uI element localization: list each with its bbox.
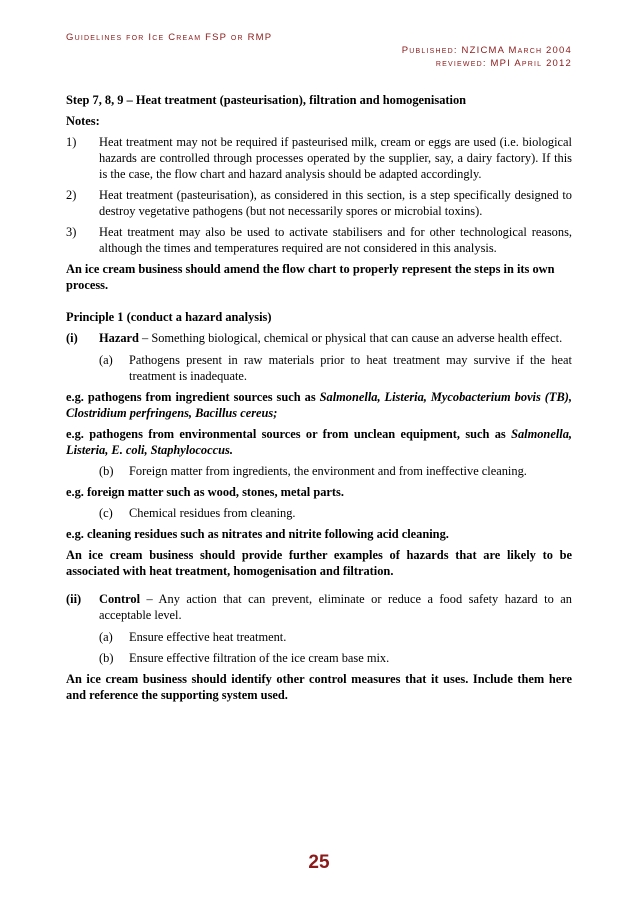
header-published: Published: NZICMA March 2004 <box>401 45 572 56</box>
header-reviewed: reviewed: MPI April 2012 <box>435 58 572 69</box>
example-prefix: e.g. pathogens from environmental sources or from unclean equipment, such as <box>66 427 512 441</box>
note-number: 1) <box>66 135 77 149</box>
control-section <box>66 591 572 623</box>
hazard-further-examples-note: An ice cream business should provide further examples of hazards that are likely to be associated with heat treatment, homogenisation and filtration. <box>66 548 572 578</box>
control-definition: – Any action that can prevent, eliminate or reduce a food safety hazard to an acceptable level. <box>99 592 572 622</box>
hazard-item-a <box>99 352 572 384</box>
amend-flowchart-note: An ice cream business should amend the flow chart to properly represent the steps in its own process. <box>66 262 555 292</box>
control-item-text: Ensure effective filtration of the ice cream base mix. <box>129 651 390 665</box>
hazard-item-number: (b) <box>99 464 114 478</box>
control-number: (ii) <box>66 592 82 606</box>
hazard-definition-text <box>99 330 572 346</box>
control-item-a <box>99 629 572 645</box>
step-heading: Step 7, 8, 9 – Heat treatment (pasteurisation), filtration and homogenisation <box>66 93 467 107</box>
hazard-item-number: (a) <box>99 353 113 367</box>
hazard-item-text: Chemical residues from cleaning. <box>129 506 296 520</box>
control-definition-text <box>99 591 572 623</box>
example-cleaning-residues: e.g. cleaning residues such as nitrates and nitrite following acid cleaning. <box>66 527 449 541</box>
hazard-section <box>66 330 572 346</box>
example-environmental-pathogens <box>66 426 572 458</box>
header-publication-info <box>402 44 572 70</box>
example-organisms: Salmonella, Listeria, E. coli, Staphylococcus. <box>66 427 572 457</box>
hazard-item-number: (c) <box>99 506 113 520</box>
note-item <box>66 224 572 256</box>
page-content <box>66 92 572 715</box>
note-text: Heat treatment may also be used to activate stabilisers and for other technological reasons, although the times and temperatures required are not considered in this analysis. <box>99 225 572 255</box>
example-organisms: Salmonella, Listeria, Mycobacterium bovis (TB), Clostridium perfringens, Bacillus cereus; <box>66 390 572 420</box>
note-item <box>66 187 572 219</box>
note-number: 2) <box>66 188 77 202</box>
note-number: 3) <box>66 225 77 239</box>
example-prefix: e.g. pathogens from ingredient sources such as <box>66 390 320 404</box>
control-item-b <box>99 650 572 666</box>
note-item <box>66 134 572 182</box>
hazard-item-text: Foreign matter from ingredients, the environment and from ineffective cleaning. <box>129 464 527 478</box>
control-item-number: (a) <box>99 630 113 644</box>
header-document-title: Guidelines for Ice Cream FSP or RMP <box>66 32 273 43</box>
note-text: Heat treatment may not be required if pasteurised milk, cream or eggs are used (i.e. biological hazards are controlled through processes operated by the supplier, say, a dairy factory). If this is the case, the flow chart and hazard analysis should be adapted accordingly. <box>99 135 572 181</box>
notes-label: Notes: <box>66 114 100 128</box>
control-term: Control <box>99 592 141 606</box>
hazard-item-c <box>99 505 572 521</box>
example-foreign-matter: e.g. foreign matter such as wood, stones, metal parts. <box>66 485 344 499</box>
control-item-number: (b) <box>99 651 114 665</box>
page-number: 25 <box>308 852 330 873</box>
example-ingredient-pathogens <box>66 389 572 421</box>
control-item-text: Ensure effective heat treatment. <box>129 630 287 644</box>
hazard-item-text: Pathogens present in raw materials prior to heat treatment may survive if the heat treatment is inadequate. <box>129 353 572 383</box>
hazard-term: Hazard <box>99 331 139 345</box>
principle-heading: Principle 1 (conduct a hazard analysis) <box>66 310 272 324</box>
hazard-number: (i) <box>66 331 78 345</box>
note-text: Heat treatment (pasteurisation), as considered in this section, is a step specifically designed to destroy vegetative pathogens (but not necessarily spores or microbial toxins). <box>99 188 572 218</box>
control-further-measures-note: An ice cream business should identify other control measures that it uses. Include them here and reference the supporting system used. <box>66 672 572 702</box>
hazard-definition: – Something biological, chemical or physical that can cause an adverse health effect. <box>138 331 563 345</box>
hazard-item-b <box>99 463 572 479</box>
